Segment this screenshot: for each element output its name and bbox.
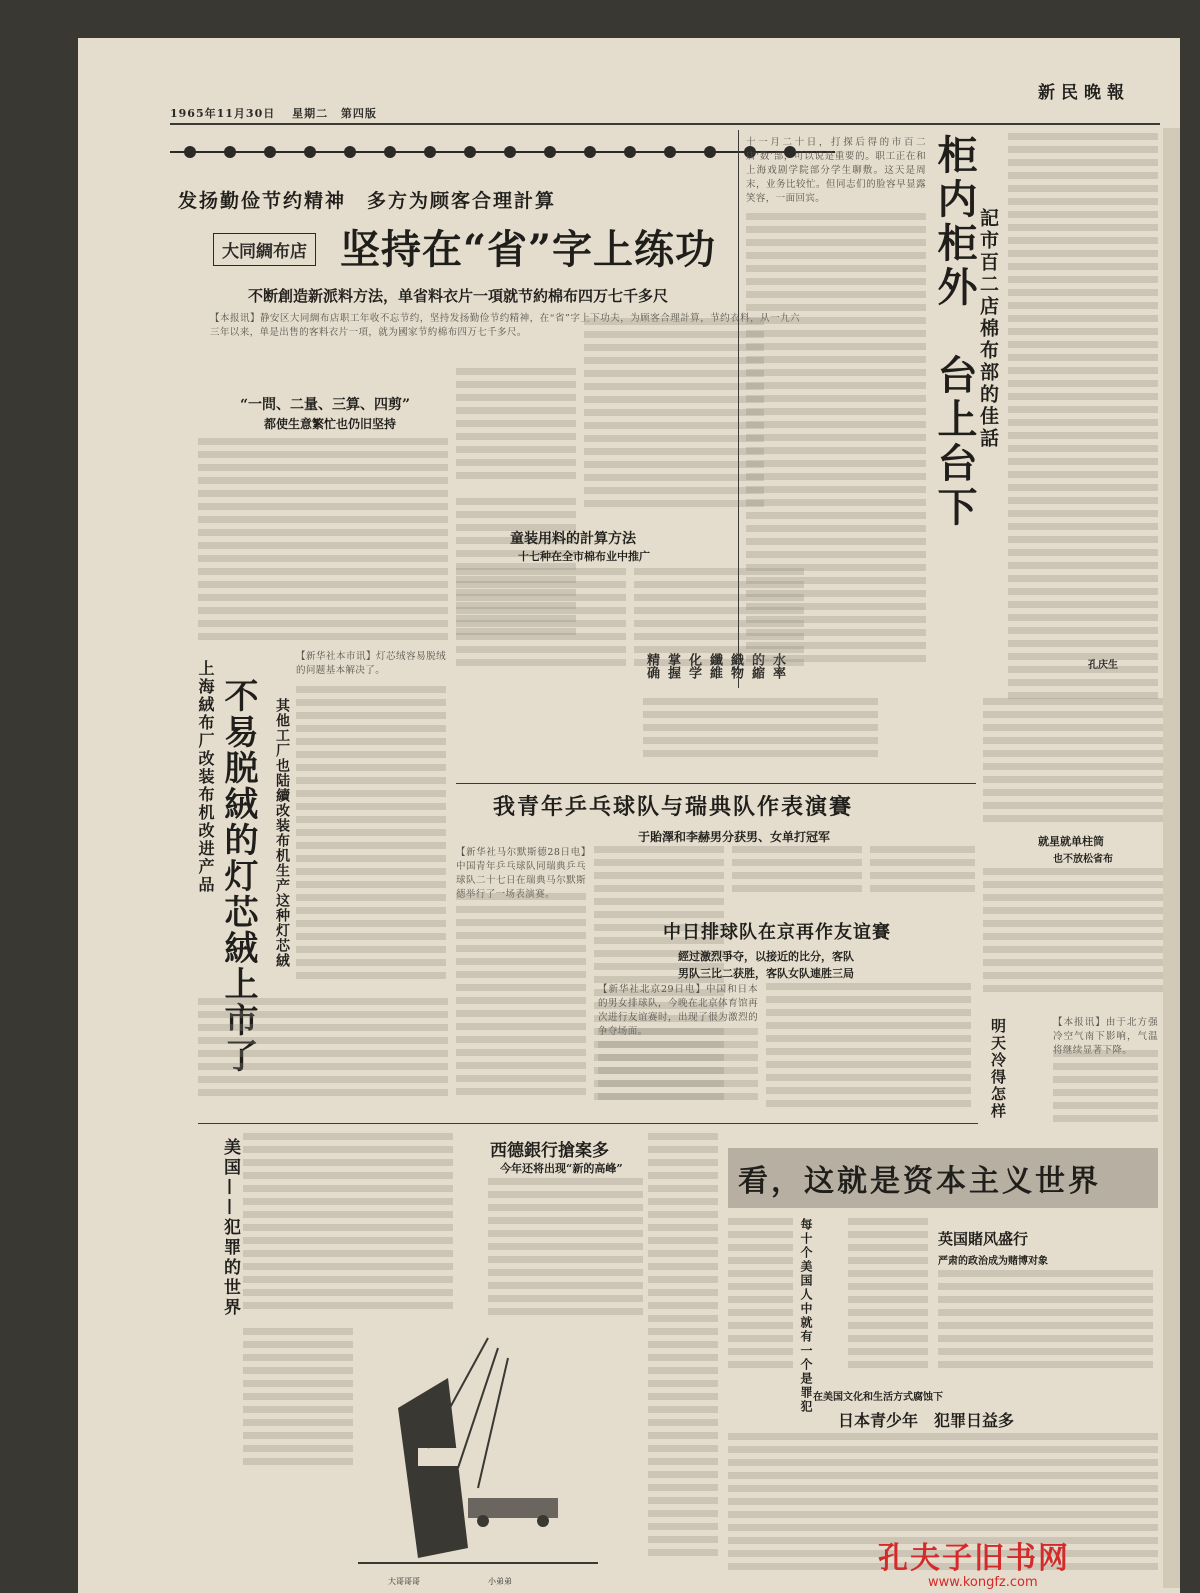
article4-title: 我青年乒乓球队与瑞典队作表演賽 (493, 794, 854, 820)
paper-name: 新民晚報 (1038, 83, 1130, 103)
article5-subtitle: 經过激烈爭夺，以接近的比分，客队 (678, 950, 854, 963)
lower-section-rule (198, 1123, 978, 1124)
article6-side2-sub: 也不放松省布 (1053, 854, 1113, 865)
article2-title: 柜内柜外 台上台下 (931, 134, 978, 530)
ornament-border (170, 141, 835, 163)
badge-col-7: 水率 (770, 653, 785, 679)
cartoon-illustration (358, 1328, 608, 1578)
article7-mid-sub: 今年还将出现“新的高峰” (500, 1162, 623, 1175)
article7-right-title: 英国賭风盛行 (938, 1230, 1029, 1248)
article6-body-b (983, 868, 1163, 1008)
article1-lead: 【本报讯】静安区大同綢布店职工年收不忘节约，坚持发扬勤俭节约精神，在“省”字上下功夫，为顾客合理計算，节约衣料，从一九六三年以来，单是出售的客料衣片一項，就为國家节約棉布四万七千多尺。 (210, 313, 800, 338)
article7-bottom-sub: 日本青少年 犯罪日益多 (838, 1411, 1015, 1430)
badge-col-6: 的縮 (749, 653, 764, 679)
article1-body-d (584, 318, 764, 528)
badge-col-2: 掌握 (665, 653, 680, 679)
article2-body-a (746, 213, 926, 683)
article6-side2-title: 就星就单柱筒 (1038, 835, 1104, 848)
article1-subtitle: 不断創造新派料方法，单省料衣片一項就节約棉布四万七千多尺 (248, 287, 669, 305)
article1-kicker: 发扬勤俭节约精神 多方为顾客合理計算 (178, 190, 557, 212)
article3-lead: 【新华社本市讯】灯芯绒容易脱绒的问题基本解决了。 (296, 651, 446, 676)
date: 1965年11月30日 (170, 107, 276, 120)
article2-lead: 十一月二十日，打探后得的市百二店‘数’部，可以说是重要的。职工正在和上海戏剧学院部分学生聊敷。这天是周末，业务比较忙。但同志们的脸容早显露笑容，一面回宾。 (746, 137, 926, 204)
article7-vertical-title: 每十个美国人中就有一个是罪犯 (799, 1218, 813, 1414)
article4-subtitle: 于貽澤和李赫男分获男、女单打冠军 (638, 830, 831, 844)
article3-store: 上海絨布厂改装布机改进产品 (196, 660, 215, 894)
article1-store-label: 大同綢布店 (213, 233, 316, 266)
article4-body-a (456, 893, 586, 1113)
article6-side-title: 明天冷得怎样 (989, 1018, 1007, 1120)
badge-col-5: 織物 (728, 653, 743, 679)
article5-lead: 【新华社北京29日电】中国和日本的男女排球队，今晚在北京体育馆再次进行友谊赛时，出现了很为激烈的争夺场面。 (598, 984, 758, 1037)
article1-section2: 童装用料的計算方法 (510, 531, 636, 547)
article1-section1-sub: 都使生意繁忙也仍旧坚持 (264, 417, 397, 431)
newspaper-page (78, 38, 1180, 1593)
article3-sub: 其他工厂也陆續改装布机生产这种灯芯絨 (274, 698, 290, 968)
article7-body-c (488, 1178, 643, 1328)
article1-body-a (198, 438, 448, 648)
article4-body-c (732, 846, 862, 906)
article6-body-a (983, 698, 1163, 828)
article7-body-f (848, 1218, 928, 1378)
article7-body-b (243, 1328, 353, 1478)
article7-bottom-title: 在美国文化和生活方式腐蚀下 (813, 1392, 943, 1403)
article1-section1: “一問、二量、三算、四剪” (240, 397, 411, 413)
watermark-url: www.kongfz.com (928, 1575, 1038, 1590)
article6-side-lead: 【本报讯】由于北方强冷空气南下影响，气温将继续显著下降。 (1053, 1017, 1158, 1056)
article7-body-g (938, 1270, 1153, 1380)
article7-body-a (243, 1133, 453, 1323)
cartoon-caption-right: 小弟弟 (488, 1577, 512, 1586)
article5-body-a (598, 1028, 758, 1113)
article5-title: 中日排球队在京再作友谊賽 (663, 922, 891, 943)
article2-subtitle: 記市百二店棉布部的佳話 (977, 208, 999, 450)
article1-body-e (456, 568, 626, 678)
article4-body-d (870, 846, 975, 906)
article5-subtitle2: 男队三比二获胜，客队女队連胜三局 (678, 967, 854, 980)
article1-body-b (456, 368, 576, 488)
badge-col-3: 化学 (686, 653, 701, 679)
adjacent-page-edge (1163, 128, 1180, 1588)
masthead-rule (170, 123, 1160, 125)
article4-top-rule (456, 783, 976, 784)
article1-title: 坚持在“省”字上练功 (340, 226, 717, 273)
article1-section2-sub: 十七种在全市棉布业中推广 (518, 550, 650, 563)
watermark-text: 孔夫子旧书网 (878, 1541, 1070, 1576)
article7-right-sub: 严肃的政治成为赌博对象 (938, 1256, 1048, 1267)
cartoon-caption-left: 大哥哥哥 (388, 1577, 420, 1586)
article7-body-e (728, 1218, 793, 1378)
badge-col-4: 纖維 (707, 653, 722, 679)
weekday: 星期二 (292, 107, 329, 120)
page-number: 第四版 (340, 107, 377, 120)
dateline (170, 105, 377, 121)
article7-left-title: 美国——犯罪的世界 (220, 1138, 240, 1318)
badge-col-1: 精确 (644, 653, 659, 679)
article3-body-a (296, 686, 446, 986)
article6-body-c (1053, 1050, 1158, 1130)
article7-body-d (648, 1133, 718, 1573)
article5-body-b (766, 983, 971, 1113)
article3-body-b (198, 998, 448, 1113)
article7-mid-title: 西德銀行搶案多 (490, 1141, 609, 1161)
article4-lead: 【新华社马尔默斯德28日电】中国青年乒乓球队同瑞典乒乓球队二十七日在瑞典马尔默斯德举行了一场表演赛。 (456, 847, 586, 900)
article2-byline: 孔庆生 (1088, 660, 1118, 671)
article2-body-b (1008, 133, 1158, 713)
banner-title: 看，这就是资本主义世界 (738, 1164, 1101, 1199)
article3-title: 不易脱絨的灯芯絨上市了 (218, 678, 258, 1074)
article1-body-g (643, 698, 878, 768)
